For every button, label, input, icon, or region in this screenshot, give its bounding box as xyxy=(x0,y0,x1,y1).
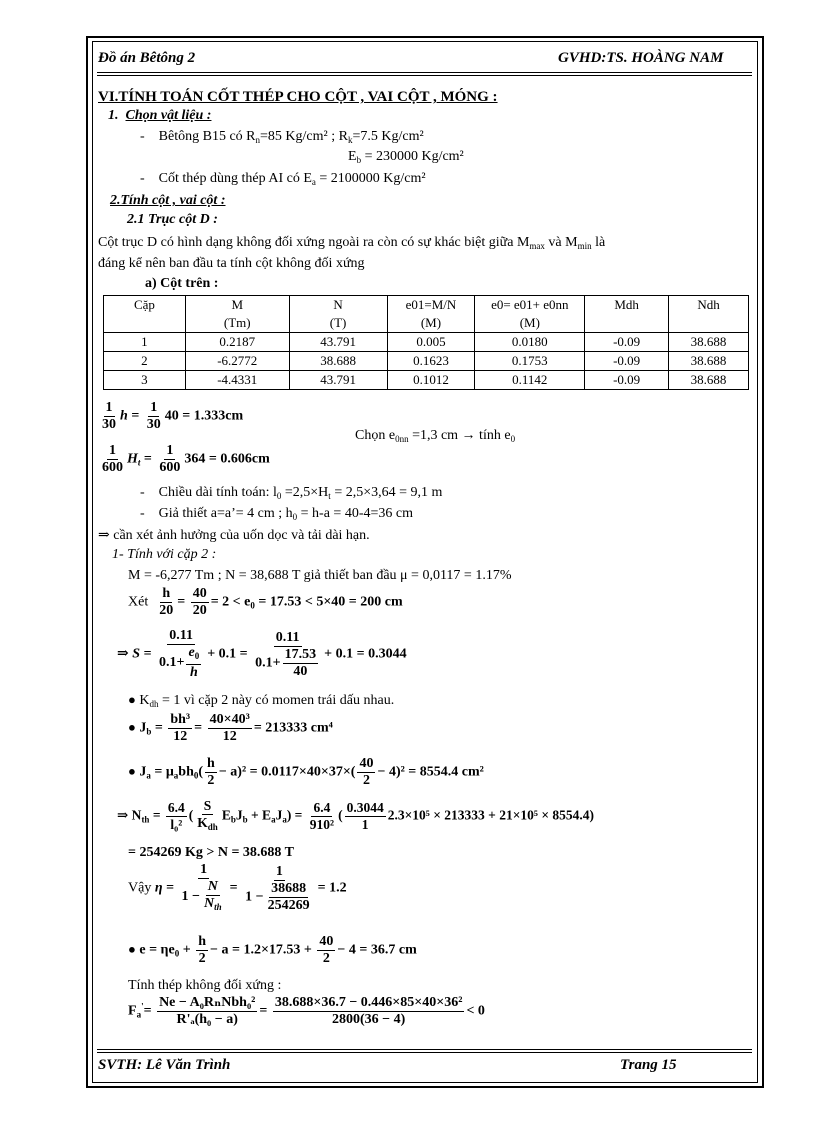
kdh-line: ● $K_{dh} = 1$ vì cặp 2 này có momen trái dấu nhau. xyxy=(128,692,395,709)
formula-eta: Vậy η = 1 1 − $\frac{N}{N_{th}}$ = 1 1 − $\frac{38688}{254269}$ = 1.2 xyxy=(128,862,347,913)
footer-rule-2 xyxy=(97,1052,752,1053)
table-row xyxy=(104,371,749,390)
pair2-heading: 1- Tính với cặp 2 : xyxy=(112,547,217,562)
table-cell: 43.791 xyxy=(289,333,387,352)
table-cell: 38.688 xyxy=(289,352,387,371)
table-header-cell: N xyxy=(289,296,387,315)
table-cell: -0.09 xyxy=(585,352,669,371)
table-cell: 0.1623 xyxy=(387,352,475,371)
table-cell: 0.0180 xyxy=(475,333,585,352)
table-unit-cell: (Tm) xyxy=(185,314,289,333)
upper-column-table xyxy=(103,295,749,390)
table-cell: 0.1142 xyxy=(475,371,585,390)
asym-heading: Tính thép không đối xứng : xyxy=(128,978,282,993)
table-cell: -6.2772 xyxy=(185,352,289,371)
formula-h-over-30: $\frac{1}{30}$ h = $\frac{1}{30}$ 40 = 1.333cm xyxy=(102,400,244,432)
formula-e: ● $e = \eta e_0$ + $\frac{h}{2}$ − a = 1.2×17.53 + $\frac{40}{2}$ − 4 = 36.7 cm xyxy=(128,934,417,966)
intro-para-1: Cột trục D có hình dạng không đối xứng ngoài ra còn có sự khác biệt giữa $M_{max}$ và $M_{min}$ là xyxy=(98,235,606,251)
table-unit-cell: (M) xyxy=(387,314,475,333)
table-header-cell: Cặp xyxy=(104,296,186,315)
nth-result: = 254269 Kg > N = 38.688 T xyxy=(128,845,295,860)
formula-fa: $F_a'=$ $\frac{\text{Ne − A₀RₙNbh₀²}}{\text{R'ₐ(h₀ − a)}}$ = $\frac{\text{38.688×36.7 − 0.446×85×40×36²}}{2800(36 - 4)}$ < 0 xyxy=(128,995,485,1027)
table-cell: 1 xyxy=(104,333,186,352)
upper-col-heading: a) Cột trên : xyxy=(145,276,219,291)
table-header-cell: Ndh xyxy=(669,296,749,315)
table-cell: 0.1753 xyxy=(475,352,585,371)
table-cell: -0.09 xyxy=(585,333,669,352)
table-cell: 38.688 xyxy=(669,333,749,352)
formula-s: ⇒ S = 0.11 0.1+ $\frac{e_0}{h}$ + 0.1 = 0.11 0.1+ $\frac{17.53}{40}$ + 0.1 = 0.3044 xyxy=(117,628,407,680)
formula-ja: ● $J_a = \mu_abh_0$( $\frac{h}{2}$ − a)² = 0.0117×40×37×( $\frac{40}{2}$ − 4)² = 8554.4 cm² xyxy=(128,756,484,788)
table-row xyxy=(104,352,749,371)
concrete-line: - Bêtông B15 có $R_n=85$ Kg/cm² ; $R_k=7.5$ Kg/cm² xyxy=(140,129,424,145)
section-title: VI.TÍNH TOÁN CỐT THÉP CHO CỘT , VAI CỘT , MÓNG : xyxy=(98,89,498,105)
table-unit-cell: (M) xyxy=(475,314,585,333)
formula-ht-over-600: $\frac{1}{600}$ $H_t$ = $\frac{1}{600}$ 364 = 0.606cm xyxy=(102,443,270,475)
table-cell: 38.688 xyxy=(669,371,749,390)
eb-line: $E_b = 230000$ Kg/cm² xyxy=(348,149,464,165)
table-cell: 0.2187 xyxy=(185,333,289,352)
footer-left: SVTH: Lê Văn Trình xyxy=(98,1057,231,1073)
consider-line: ⇒ cần xét ảnh hưởng của uốn dọc và tải dài hạn. xyxy=(98,528,370,543)
header-rule-2 xyxy=(97,75,752,76)
formula-nth: ⇒ $N_{th}$ = $\frac{6.4}{\text{l₀²}}$ ( $\frac{S}{K_{dh}}$ $E_bJ_b + E_aJ_a$) = $\frac{6.4}{\text{910²}}$ ( $\frac{0.3044}{1}$ 2.3×10⁵ × 213333 + 21×10⁵ × 8554.4) xyxy=(117,798,595,832)
table-cell: 0.1012 xyxy=(387,371,475,390)
table-cell: 38.688 xyxy=(669,352,749,371)
table-unit-cell xyxy=(669,314,749,333)
table-unit-cell xyxy=(104,314,186,333)
table-unit-row xyxy=(104,314,749,333)
footer-right: Trang 15 xyxy=(620,1057,677,1073)
formula-jb: ● $J_b$ = $\frac{\text{bh³}}{12}$ = $\frac{\text{40×40³}}{12}$ = 213333 cm⁴ xyxy=(128,712,333,744)
header-right: GVHD:TS. HOÀNG NAM xyxy=(558,50,724,66)
table-unit-cell xyxy=(585,314,669,333)
footer-rule xyxy=(97,1049,752,1050)
steel-line: - Cốt thép dùng thép AI có $E_a = 2100000$ Kg/cm² xyxy=(140,171,426,187)
col-heading: 2.Tính cột , vai cột : xyxy=(110,193,226,208)
table-unit-cell: (T) xyxy=(289,314,387,333)
header-rule xyxy=(97,72,752,73)
formula-check-e0: Xét $\frac{h}{20}$ = $\frac{40}{20}$ = $2 < e_0 = 17.53 < 5\times 40 = 200$ cm xyxy=(128,586,403,618)
table-row xyxy=(104,333,749,352)
calc-length-line: - Chiều dài tính toán: $l_0 =2,5\times H_t = 2,5\times 3,64 = 9,1$ m xyxy=(140,485,443,501)
materials-heading: 1. Chọn vật liệu : xyxy=(108,108,212,123)
table-header-cell: M xyxy=(185,296,289,315)
table-cell: -4.4331 xyxy=(185,371,289,390)
table-cell: 0.005 xyxy=(387,333,475,352)
table-header-row xyxy=(104,296,749,315)
table-cell: 3 xyxy=(104,371,186,390)
pair2-values: M = -6,277 Tm ; N = 38,688 T giả thiết ban đầu μ = 0,0117 = 1.17% xyxy=(128,568,512,583)
table-header-cell: e0= e01+ e0nn xyxy=(475,296,585,315)
table-header-cell: e01=M/N xyxy=(387,296,475,315)
axis-d-heading: 2.1 Trục cột D : xyxy=(127,212,218,227)
table-cell: 2 xyxy=(104,352,186,371)
table-cell: -0.09 xyxy=(585,371,669,390)
header-left: Đồ án Bêtông 2 xyxy=(98,50,196,66)
table-cell: 43.791 xyxy=(289,371,387,390)
table-header-cell: Mdh xyxy=(585,296,669,315)
choose-e0nn: Chọn $e_{0nn} =1,3$ cm → tính $e_0$ xyxy=(355,428,516,444)
assume-line: - Giả thiết a=a’= 4 cm ; $h_0 = h-a = 40-4=36$ cm xyxy=(140,506,413,522)
intro-para-2: đáng kể nên ban đầu ta tính cột không đối xứng xyxy=(98,256,365,271)
